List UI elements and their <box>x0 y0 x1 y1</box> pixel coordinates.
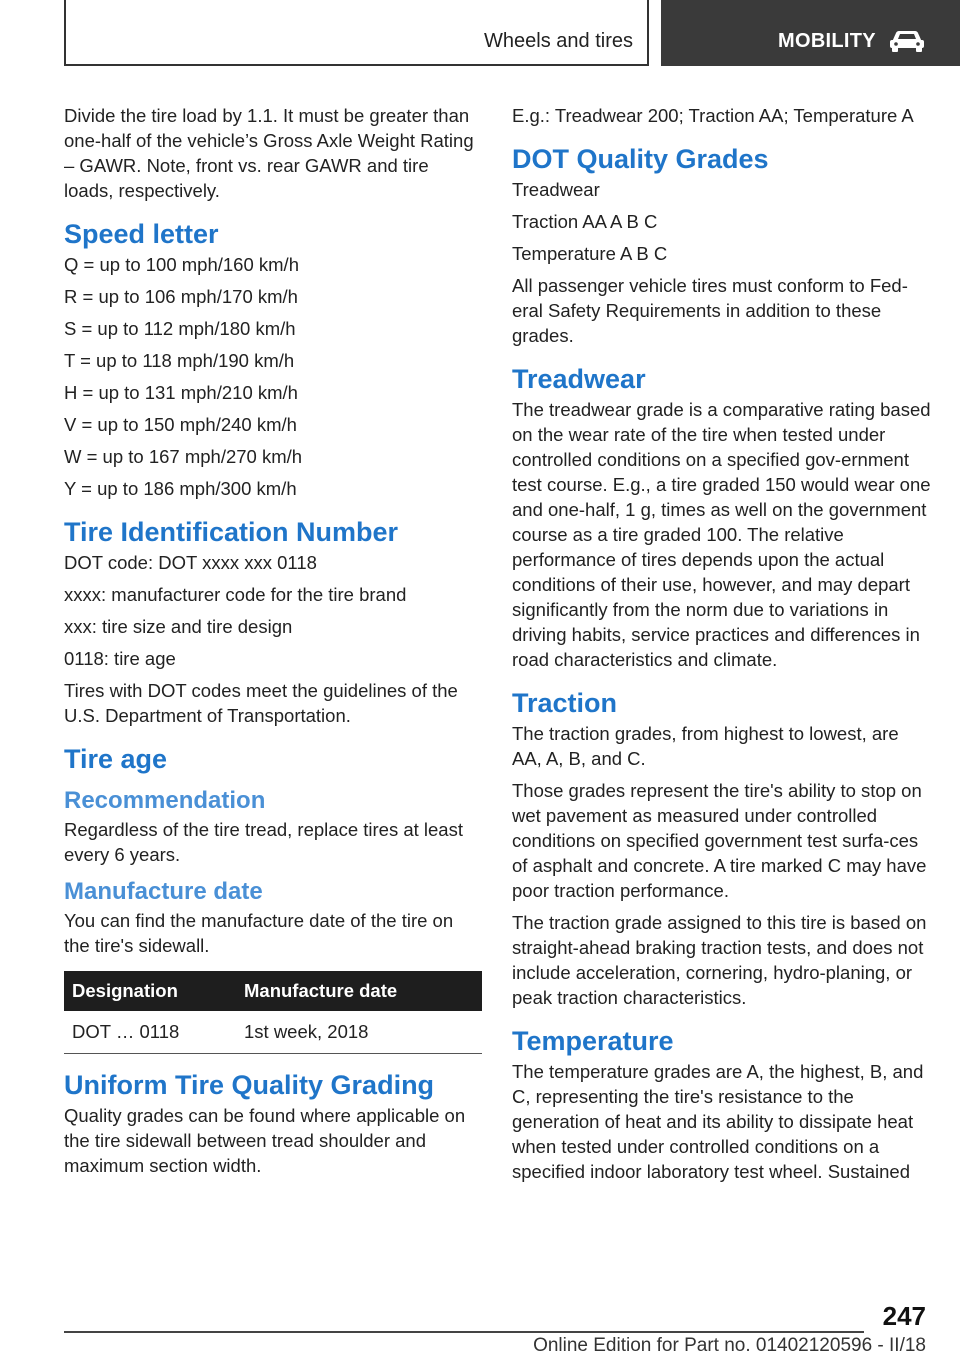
tin-line: xxxx: manufacturer code for the tire brand <box>64 584 407 605</box>
utqg-text: Quality grades can be found where applicable on the tire sidewall between tread shoulder and maximum section width. <box>64 1105 466 1176</box>
mobility-tab-label: MOBILITY <box>778 30 876 52</box>
car-icon <box>889 28 925 52</box>
treadwear-heading: Treadwear <box>512 364 646 394</box>
mobility-tab[interactable] <box>661 0 960 66</box>
header-section-box <box>64 0 649 66</box>
speed-item: Y = up to 186 mph/300 km/h <box>64 478 297 499</box>
table-cell: DOT … 0118 <box>64 1011 236 1054</box>
speed-item: H = up to 131 mph/210 km/h <box>64 382 298 403</box>
tire-age-heading: Tire age <box>64 744 168 774</box>
tin-line: 0118: tire age <box>64 648 176 669</box>
manufacture-date-text: You can find the manufacture date of the tire on the tire's sidewall. <box>64 910 454 956</box>
speed-item: V = up to 150 mph/240 km/h <box>64 414 297 435</box>
right-column <box>512 103 932 1191</box>
utqg-heading: Uniform Tire Quality Grading <box>64 1070 435 1100</box>
page-number: 247 <box>882 1301 926 1331</box>
tin-line: xxx: tire size and tire design <box>64 616 293 637</box>
dot-quality-grades-heading: DOT Quality Grades <box>512 144 769 174</box>
speed-item: S = up to 112 mph/180 km/h <box>64 318 296 339</box>
footer-divider <box>64 1331 864 1333</box>
tin-line: Tires with DOT codes meet the guidelines of the U.S. Department of Transportation. <box>64 680 458 726</box>
speed-letter-heading: Speed letter <box>64 219 219 249</box>
table-cell: 1st week, 2018 <box>236 1011 482 1054</box>
intro-paragraph: Divide the tire load by 1.1. It must be greater than one-half of the vehicle’s Gross Axle Weight Rating – GAWR. Note, front vs. rear GAWR and tire loads, respectively. <box>64 105 474 201</box>
treadwear-text: The treadwear grade is a comparative rating based on the wear rate of the tire when tested under controlled conditions on a specified gov‐ernment test course. E.g., a tire graded 150 would wear one and one-half, 1 g, times as well on the government course as a tire graded 100. The relative performance of tires depends upon the actual conditions of their use, however, and may depart significantly from the norm due to variations in driving habits, service practices and differences in road characteristics and climate. <box>512 399 931 670</box>
manufacture-date-heading: Manufacture date <box>64 878 263 905</box>
dot-line: Temperature A B C <box>512 243 668 264</box>
traction-text: Those grades represent the tire's ability to stop on wet pavement as measured under controlled conditions on specified government test surfa‐ces of asphalt and concrete. A tire marked C may have poor traction performance. <box>512 780 927 901</box>
speed-item: Q = up to 100 mph/160 km/h <box>64 254 299 275</box>
dot-line: Traction AA A B C <box>512 211 658 232</box>
left-column <box>64 103 482 1185</box>
temperature-text: The temperature grades are A, the highest, B, and C, representing the tire's resistance to the generation of heat and its ability to dissipate heat when tested under controlled conditions on a specified indoor laboratory test wheel. Sustained <box>512 1061 924 1182</box>
recommendation-text: Regardless of the tire tread, replace tires at least every 6 years. <box>64 819 463 865</box>
speed-item: T = up to 118 mph/190 km/h <box>64 350 295 371</box>
footer-edition: Online Edition for Part no. 01402120596 - II/18 <box>533 1335 926 1356</box>
recommendation-heading: Recommendation <box>64 787 266 814</box>
section-title: Wheels and tires <box>484 30 633 52</box>
traction-text: The traction grade assigned to this tire is based on straight-ahead braking traction tests, and does not include acceleration, cornering, hydro‐planing, or peak traction characteristics. <box>512 912 927 1008</box>
speed-item: R = up to 106 mph/170 km/h <box>64 286 298 307</box>
dot-line: Treadwear <box>512 179 600 200</box>
traction-heading: Traction <box>512 688 618 718</box>
tin-heading: Tire Identification Number <box>64 517 399 547</box>
table-row <box>64 1011 482 1054</box>
example-paragraph: E.g.: Treadwear 200; Traction AA; Temperature A <box>512 105 914 126</box>
table-header-manufacture-date: Manufacture date <box>236 971 482 1011</box>
traction-text: The traction grades, from highest to lowest, are AA, A, B, and C. <box>512 723 899 769</box>
manufacture-date-table <box>64 971 482 1054</box>
table-header-designation: Designation <box>64 971 236 1011</box>
dot-text: All passenger vehicle tires must conform to Fed‐eral Safety Requirements in addition to these grades. <box>512 275 908 346</box>
table-header-row <box>64 971 482 1011</box>
temperature-heading: Temperature <box>512 1026 674 1056</box>
speed-item: W = up to 167 mph/270 km/h <box>64 446 303 467</box>
tin-line: DOT code: DOT xxxx xxx 0118 <box>64 552 317 573</box>
